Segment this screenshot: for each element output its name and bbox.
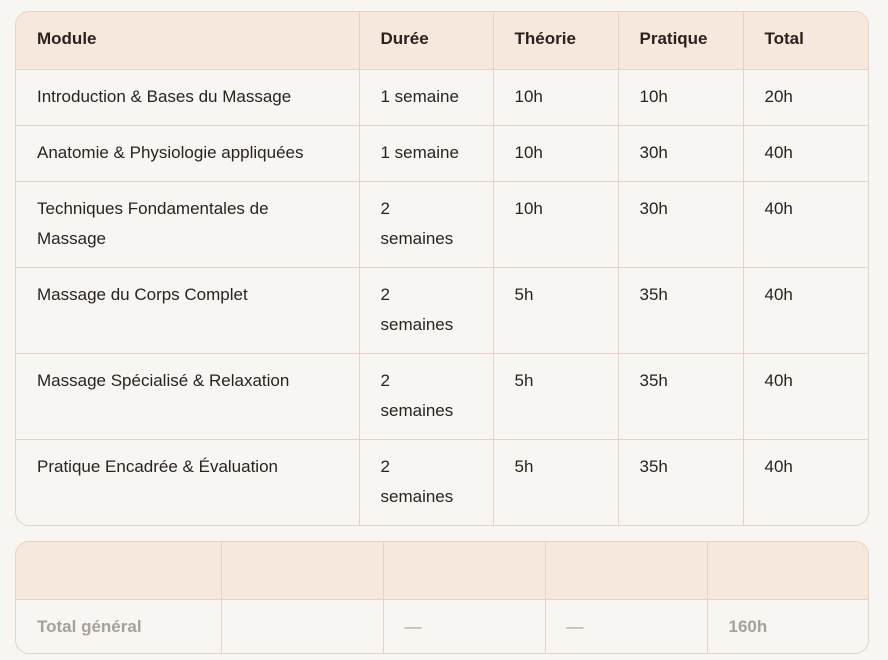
table-row: [16, 439, 869, 525]
header-module: Module: [16, 12, 359, 69]
cell-pratique: 10h: [618, 69, 743, 125]
cell-module: Anatomie & Physiologie appliquées: [16, 125, 359, 181]
cell-total: 40h: [743, 353, 869, 439]
header-theorie: Théorie: [493, 12, 618, 69]
summary-label: Total général: [16, 599, 221, 654]
table-row: [16, 125, 869, 181]
table-row: [16, 353, 869, 439]
summary-table-card: [15, 541, 869, 654]
cell-module: Massage du Corps Complet: [16, 267, 359, 353]
header-pratique: Pratique: [618, 12, 743, 69]
cell-module: Pratique Encadrée & Évaluation: [16, 439, 359, 525]
cell-pratique: 30h: [618, 181, 743, 267]
cell-pratique: 30h: [618, 125, 743, 181]
summary-row: [16, 599, 869, 654]
cell-theorie: 10h: [493, 69, 618, 125]
summary-duree: [221, 599, 383, 654]
cell-module: Introduction & Bases du Massage: [16, 69, 359, 125]
summary-table: [16, 542, 869, 654]
cell-duree: 1 semaine: [359, 125, 493, 181]
curriculum-table-card: [15, 11, 869, 526]
curriculum-table: [16, 12, 869, 525]
header-duree: Durée: [359, 12, 493, 69]
summary-header-cell: [707, 542, 869, 599]
summary-header-cell: [545, 542, 707, 599]
summary-header-cell: [221, 542, 383, 599]
cell-duree: 2 semaines: [359, 181, 493, 267]
summary-total: 160h: [728, 616, 768, 636]
table-header-row: [16, 12, 869, 69]
summary-theorie: —: [383, 599, 545, 654]
cell-duree: 2 semaines: [359, 439, 493, 525]
header-total: Total: [743, 12, 869, 69]
table-row: [16, 267, 869, 353]
cell-total: 40h: [743, 125, 869, 181]
cell-theorie: 5h: [493, 353, 618, 439]
table-row: [16, 181, 869, 267]
table-row: [16, 69, 869, 125]
cell-pratique: 35h: [618, 267, 743, 353]
cell-duree: 2 semaines: [359, 353, 493, 439]
summary-pratique: —: [545, 599, 707, 654]
summary-header-cell: [16, 542, 221, 599]
summary-header-row: [16, 542, 869, 599]
cell-module: Massage Spécialisé & Relaxation: [16, 353, 359, 439]
cell-duree: 2 semaines: [359, 267, 493, 353]
cell-theorie: 10h: [493, 181, 618, 267]
summary-header-cell: [383, 542, 545, 599]
cell-pratique: 35h: [618, 353, 743, 439]
cell-theorie: 10h: [493, 125, 618, 181]
cell-duree: 1 semaine: [359, 69, 493, 125]
cell-total: 40h: [743, 267, 869, 353]
cell-theorie: 5h: [493, 267, 618, 353]
cell-total: 20h: [743, 69, 869, 125]
cell-total: 40h: [764, 456, 793, 476]
cell-total: 40h: [743, 181, 869, 267]
cell-theorie: 5h: [493, 439, 618, 525]
cell-module: Techniques Fondamentales de Massage: [16, 181, 359, 267]
cell-pratique: 35h: [618, 439, 743, 525]
